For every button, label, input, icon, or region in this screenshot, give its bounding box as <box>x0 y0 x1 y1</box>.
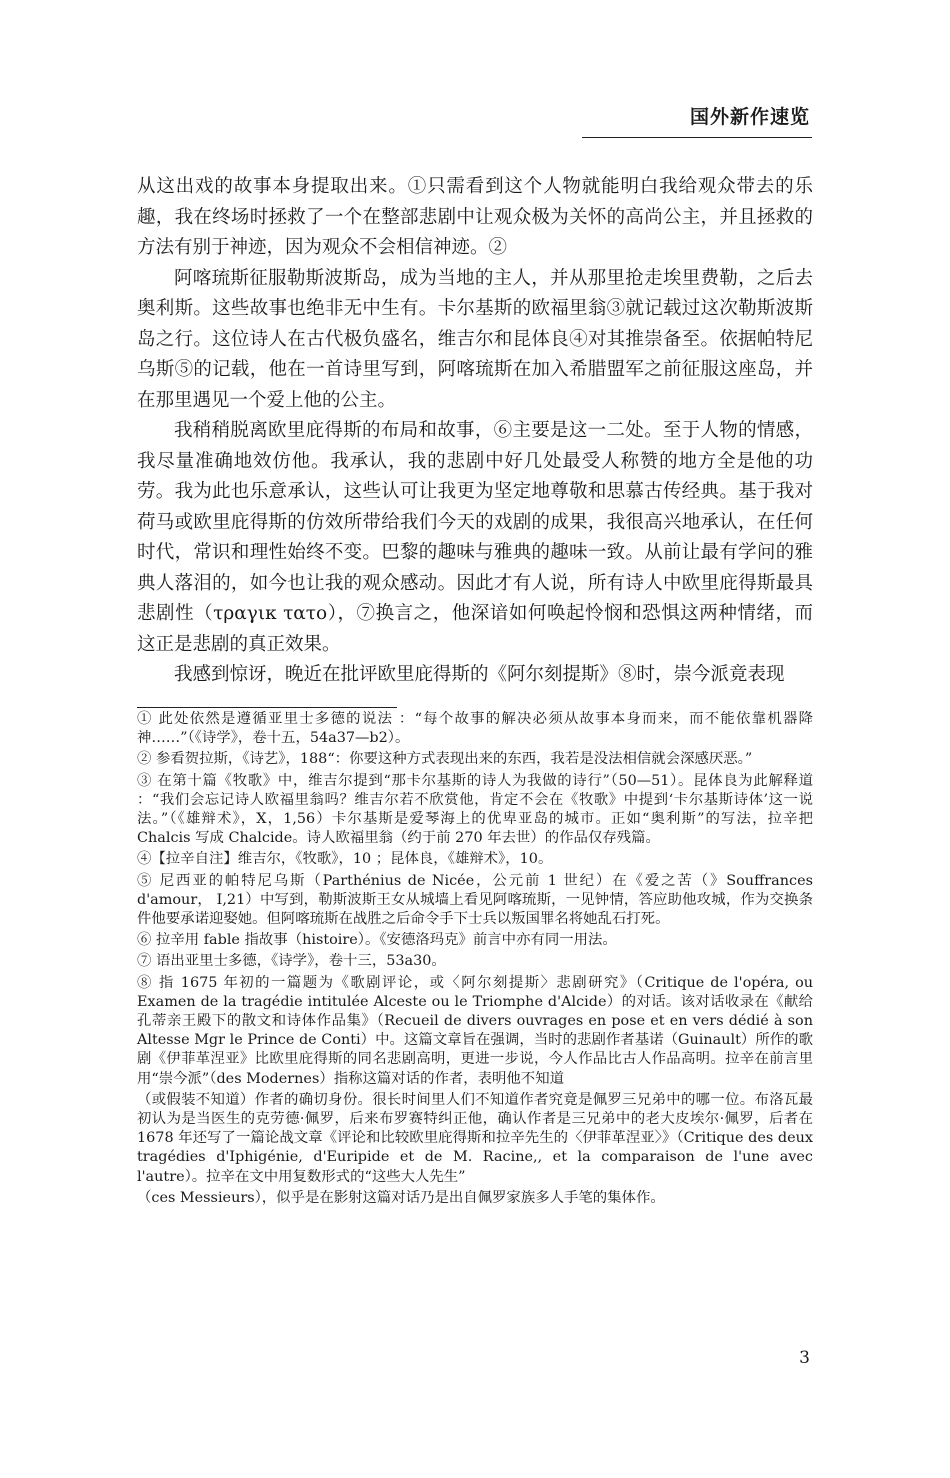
running-header: 国外新作速览 <box>689 106 810 128</box>
footnote-7: ⑦ 语出亚里士多德，《诗学》，卷十三，53a30。 <box>137 953 446 970</box>
paragraph-3: 我稍稍脱离欧里庇得斯的布局和故事，⑥主要是这一二处。至于人物的情感，我尽量准确地效仿他。我承认，我的悲剧中好几处最受人称赞的地方全是他的功劳。我为此也乐意承认，这些认可让我更为坚定地尊敬和思慕古传经典。基于我对荷马或欧里庇得斯的仿效所带给我们今天的戏剧的成果，我很高兴地承认，在任何时代，常识和理性始终不变。巴黎的趣味与雅典的趣味一致。从前让最有学问的雅典人落泪的，如今也让我的观众感动。因此才有人说，所有诗人中欧里庇得斯最具悲剧性（τραγικ τατο），⑦换言之，他深谙如何唤起怜悯和恐惧这两种情绪，而这正是悲剧的真正效果。 <box>137 420 813 655</box>
header-rule <box>582 137 812 138</box>
paragraph-2: 阿喀琉斯征服勒斯波斯岛，成为当地的主人，并从那里抢走埃里费勒，之后去奥利斯。这些故事也绝非无中生有。卡尔基斯的欧福里翁③就记载过这次勒斯波斯岛之行。这位诗人在古代极负盛名，维吉尔和昆体良④对其推崇备至。依据帕特尼乌斯⑤的记载，他在一首诗里写到，阿喀琉斯在加入希腊盟军之前征服这座岛，并在那里遇见一个爱上他的公主。 <box>137 267 813 411</box>
footnote-8-continued: （或假装不知道）作者的确切身份。很长时间里人们不知道作者究竟是佩罗三兄弟中的哪一位。布洛瓦最初认为是当医生的克劳德·佩罗，后来布罗赛特纠正他，确认作者是三兄弟中的老大皮埃尔·佩罗，后者在 1678 年还写了一篇论战文章《评论和比较欧里庇得斯和拉辛先生的〈伊菲革涅亚〉》（Critique des deux tragédies d'Iphigénie, d'Euripide et de M. Racine,, et la comparaison de l'une avec l'autre）。拉辛在文中用复数形式的“这些大人先生” <box>137 1091 813 1185</box>
footnote-8: ⑧ 指 1675 年初的一篇题为《歌剧评论，或〈阿尔刻提斯〉悲剧研究》（Critique de l'opéra, ou Examen de la tragédie intitulée Alceste ou le Triomphe d'Alcide）的对话。该对话收录在《献给孔蒂亲王殿下的散文和诗体作品集》（Recueil de divers ouvrages en pose et en vers dédié à son Altesse Mgr le Prince de Conti）中。这篇文章旨在强调，当时的悲剧作者基诺（Guinault）所作的歌剧《伊菲革涅亚》比欧里庇得斯的同名悲剧高明，更进一步说，今人作品比古人作品高明。拉辛在前言里用“崇今派”（des Modernes）指称这篇对话的作者，表明他不知道 <box>137 974 813 1087</box>
footnote-8-end: （ces Messieurs），似乎是在影射这篇对话乃是出自佩罗家族多人手笔的集体作。 <box>137 1189 665 1206</box>
footnote-rule <box>137 707 397 708</box>
footnote-3: ③ 在第十篇《牧歌》中，维吉尔提到“那卡尔基斯的诗人为我做的诗行”（50—51）。昆体良为此解释道 ：“我们会忘记诗人欧福里翁吗？维吉尔若不欣赏他，肯定不会在《牧歌》中提到‘卡尔基斯诗体’这一说法。”（《雄辩术》，X，1,56）卡尔基斯是爱琴海上的优卑亚岛的城市。正如“奥利斯”的写法，拉辛把 Chalcis 写成 Chalcide。诗人欧福里翁（约于前 270 年去世）的作品仅存残篇。 <box>137 772 813 847</box>
footnote-2: ② 参看贺拉斯，《诗艺》，188“：你要这种方式表现出来的东西，我若是没法相信就会深感厌恶。” <box>137 751 753 768</box>
paragraph-1: 从这出戏的故事本身提取出来。①只需看到这个人物就能明白我给观众带去的乐趣，我在终场时拯救了一个在整部悲剧中让观众极为关怀的高尚公主，并且拯救的方法有别于神迹，因为观众不会相信神迹。② <box>137 176 813 258</box>
footnotes <box>137 710 813 1208</box>
footnote-1: ① 此处依然是遵循亚里士多德的说法 ：“每个故事的解决必须从故事本身而来，而不能依靠机器降神……”（《诗学》，卷十五，54a37—b2）。 <box>137 711 813 747</box>
footnote-5: ⑤ 尼西亚的帕特尼乌斯（Parthénius de Nicée，公元前 1 世纪）在《爱之苦（》Souffrances d'amour， I,21）中写到，勒斯波斯王女从城墙上看见阿喀琉斯，一见钟情，答应助他攻城，作为交换条件他要承诺迎娶她。但阿喀琉斯在战胜之后命令手下士兵以叛国罪名将她乱石打死。 <box>137 872 813 928</box>
footnote-6: ⑥ 拉辛用 fable 指故事（histoire）。《安德洛玛克》前言中亦有同一用法。 <box>137 932 617 949</box>
paragraph-4: 我感到惊讶，晚近在批评欧里庇得斯的《阿尔刻提斯》⑧时，崇今派竟表现 <box>174 664 785 685</box>
body-text <box>137 172 813 691</box>
footnote-4: ④【拉辛自注】维吉尔，《牧歌》，10 ；昆体良，《雄辩术》，10。 <box>137 851 553 868</box>
page-number: 3 <box>799 1348 810 1368</box>
